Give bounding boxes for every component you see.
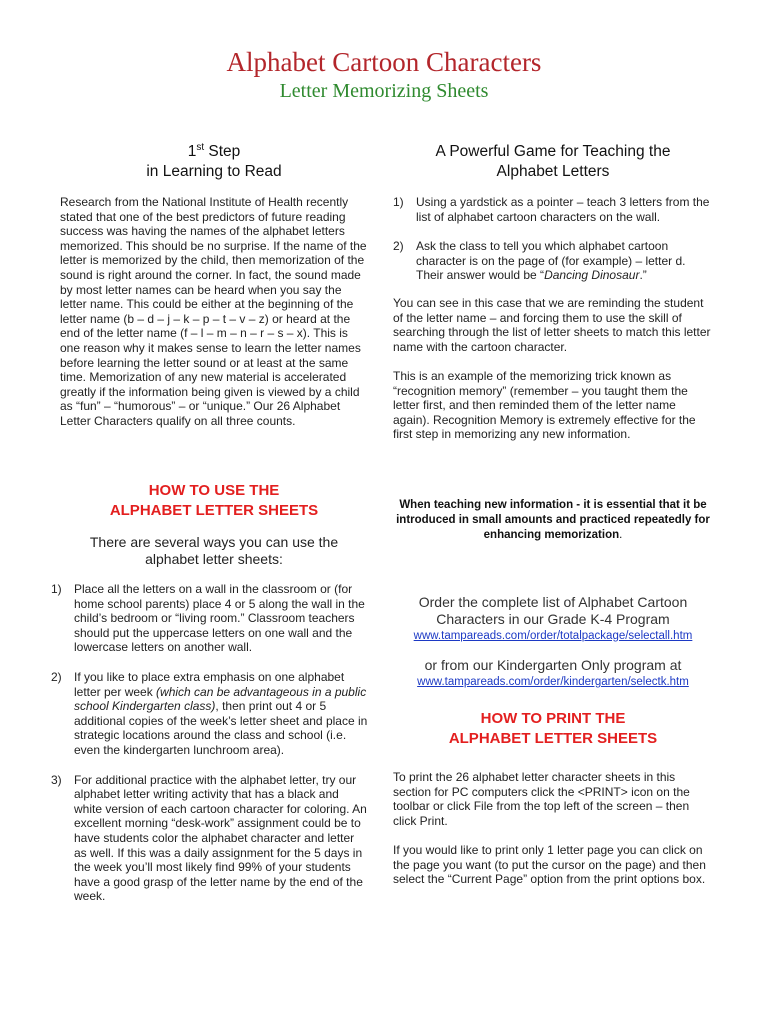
- list-item: [51, 582, 370, 655]
- teaching-note: [393, 498, 713, 543]
- step-heading-rest: Step: [204, 143, 241, 160]
- list-item-text: For additional practice with the alphabet letter, try our alphabet letter writing activity that has a black and white version of each cartoon character for coloring. An excellent morning “desk-work” assignment could be to have students color the alphabet character and letter as well. If this was a daily assignment for the 5 days in the week you’ll most likely find 99% of your students have a good grasp of the letter name by the end of the week.: [74, 772, 367, 904]
- how-to-use-list: [51, 582, 370, 904]
- how-to-print-heading: [393, 709, 713, 749]
- how-to-use-heading: [58, 481, 370, 521]
- how-to-print-heading-line2: ALPHABET LETTER SHEETS: [448, 730, 658, 747]
- reminding-paragraph: You can see in this case that we are reminding the student of the letter name – and forcing them to use the skill of searching through the list of letter sheets to match this letter name with the cartoon character.: [393, 296, 711, 354]
- page-title: Alphabet Cartoon Characters: [226, 47, 542, 77]
- list-item-number: 1): [51, 582, 62, 596]
- how-to-print-heading-line1: HOW TO PRINT THE: [480, 710, 626, 727]
- list-item-text-b: .”: [639, 268, 647, 283]
- step-heading-line2: in Learning to Read: [146, 163, 282, 180]
- list-item-text-b: , then print out 4 or 5 additional copies of the week’s letter sheet and place in strategic locations around the class and school (i.e. even the kindergarten lunchroom area).: [74, 699, 368, 757]
- order-text: Order the complete list of Alphabet Cartoon Characters in our Grade K-4 Program: [418, 594, 688, 627]
- list-item-text-emphasis: (which can be advantageous in a public school Kindergarten class): [74, 684, 367, 714]
- teaching-note-period: .: [619, 529, 623, 541]
- game-heading-line1: A Powerful Game for Teaching the: [435, 143, 671, 160]
- print-paragraph-1: To print the 26 alphabet letter character sheets in this section for PC computers click the <PRINT> icon on the toolbar or click File from the top left of the screen – then click Print.: [393, 770, 690, 828]
- game-steps-list: [393, 195, 711, 283]
- list-item-number: 1): [393, 195, 404, 209]
- list-item-text-emphasis: Dancing Dinosaur: [544, 268, 640, 283]
- list-item-number: 2): [393, 239, 404, 254]
- list-item-number: 3): [51, 772, 62, 787]
- list-item-text: Place all the letters on a wall in the classroom or (for home school parents) place 4 or 5 along the wall in the child’s bedroom or “living room.” Classroom teachers should put the uppercase letters on one wall and the lowercase letters on another wall.: [74, 582, 365, 655]
- how-to-use-lead: There are several ways you can use the alphabet letter sheets:: [89, 534, 339, 567]
- order-link[interactable]: www.tampareads.com/order/totalpackage/selectall.htm: [413, 630, 693, 642]
- list-item-text-a: Ask the class to tell you which alphabet cartoon character is on the page of (for example) – letter d. Their answer would be “: [416, 239, 686, 283]
- list-item-number: 2): [51, 669, 62, 684]
- step-heading-sup: st: [196, 141, 205, 153]
- teaching-note-text: When teaching new information - it is essential that it be introduced in small amounts and practiced repeatedly for enhancing memorization: [396, 499, 710, 541]
- kindergarten-text: or from our Kindergarten Only program at: [424, 657, 682, 673]
- list-item: [51, 773, 370, 904]
- game-heading: [393, 142, 713, 182]
- how-to-use-heading-line1: HOW TO USE THE: [148, 482, 280, 499]
- step-heading-num: 1: [187, 143, 197, 160]
- kindergarten-link[interactable]: www.tampareads.com/order/kindergarten/selectk.htm: [417, 676, 689, 688]
- list-item: [393, 195, 711, 224]
- list-item: [393, 239, 711, 283]
- print-paragraph-2: If you would like to print only 1 letter page you can click on the page you want (to put the cursor on the page) and then select the “Current Page” option from the print options box.: [393, 843, 706, 887]
- research-paragraph: Research from the National Institute of Health recently stated that one of the best predictors of future reading success was having the names of the alphabet letters memorized. This should be no surprise. If the name of the letter is memorized by the child, then memorization of the sound is right around the corner. In fact, the sound made by most letter names can be heard when you say the letter name. This could be either at the beginning of the letter name (b – d – j – k – p – t – v – z) or heard at the end of the letter name (f – l – m – n – r – s – x). This is one reason why it makes sense to learn the letter names before learning the letter sound or at least at the same time. Memorization of any new material is accelerated greatly if the information being given is viewed by a child as “fun” – “humorous” – or “unique.” Our 26 Alphabet Letter Characters qualify on all three counts.: [60, 195, 367, 428]
- step-heading: [58, 142, 370, 182]
- game-heading-line2: Alphabet Letters: [496, 163, 610, 180]
- recognition-paragraph: This is an example of the memorizing trick known as “recognition memory” (remember – you taught them the letter first, and then reminded them of the letter name again). Recognition Memory is extremely effective for the first step in memorizing any new information.: [393, 369, 696, 442]
- list-item: [51, 670, 370, 758]
- list-item-text-a: If you like to place extra emphasis on one alphabet letter per week: [74, 669, 345, 699]
- list-item-text: Using a yardstick as a pointer – teach 3 letters from the list of alphabet cartoon characters on the wall.: [416, 195, 710, 224]
- how-to-use-heading-line2: ALPHABET LETTER SHEETS: [109, 502, 319, 519]
- page-subtitle: Letter Memorizing Sheets: [279, 80, 489, 102]
